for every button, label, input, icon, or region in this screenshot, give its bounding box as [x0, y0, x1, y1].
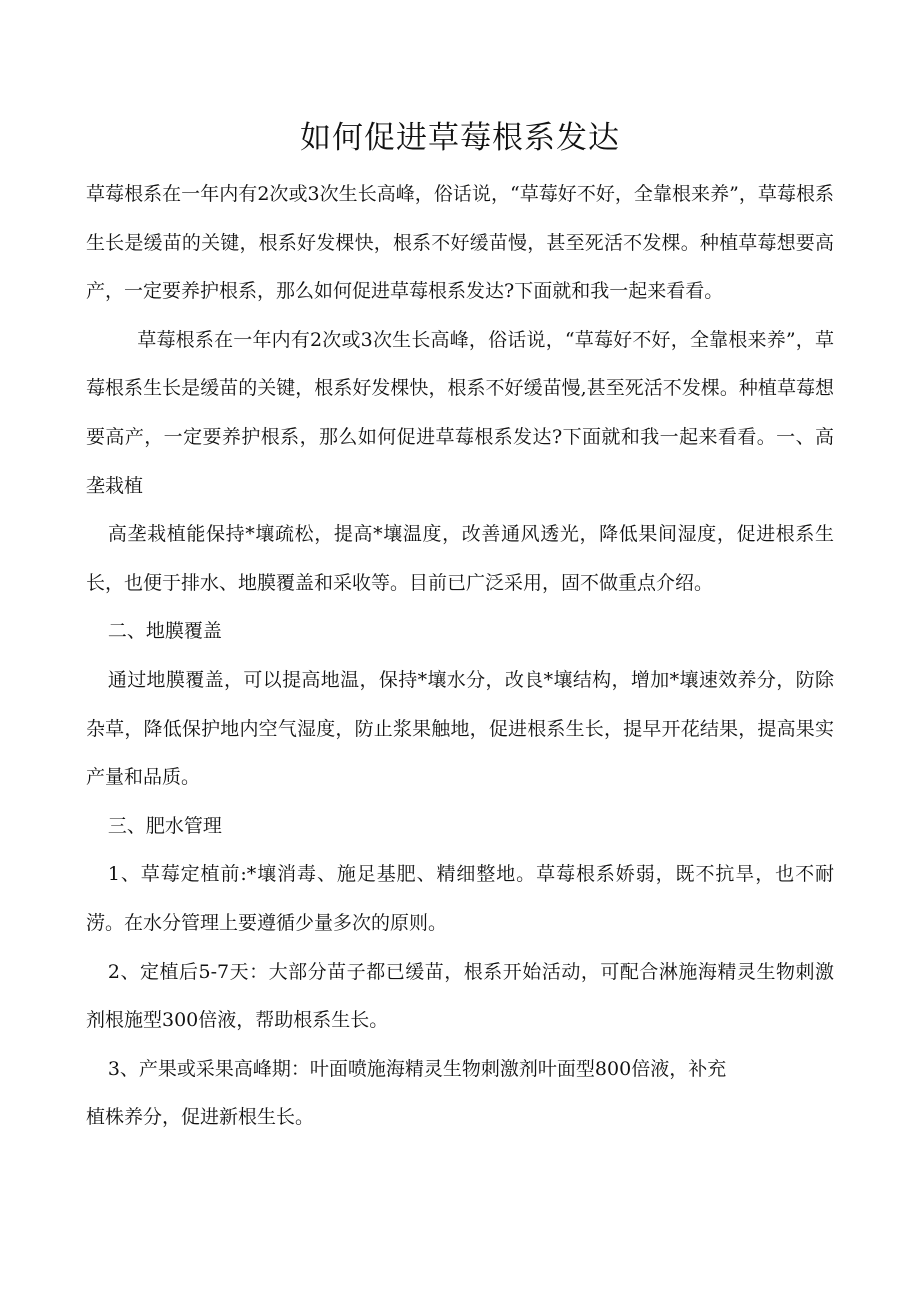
high-ridge-paragraph: 高垄栽植能保持*壤疏松，提高*壤温度，改善通风透光，降低果间湿度，促进根系生长，也便于排水、地膜覆盖和采收等。目前已广泛采用，固不做重点介绍。 [86, 523, 834, 594]
step-3-line-2: 植株养分，促进新根生长。 [86, 1106, 315, 1129]
step-3-line-1: 3、产果或采果高峰期：叶面喷施海精灵生物刺激剂叶面型800倍液，补充 [107, 1057, 727, 1080]
step-1-paragraph: 1、草莓定植前:*壤消毒、施足基肥、精细整地。草莓根系娇弱，既不抗旱，也不耐涝。在水分管理上要遵循少量多次的原则。 [86, 863, 834, 934]
section-heading-fertilizer-water: 三、肥水管理 [107, 814, 222, 837]
mulch-paragraph: 通过地膜覆盖，可以提高地温，保持*壤水分，改良*壤结构，增加*壤速效养分，防除杂草，降低保护地内空气湿度，防止浆果触地，促进根系生长，提早开花结果，提高果实产量和品质。 [86, 668, 834, 789]
step-2-paragraph: 2、定植后5-7天：大部分苗子都已缓苗，根系开始活动，可配合淋施海精灵生物刺激剂根施型300倍液，帮助根系生长。 [86, 960, 834, 1032]
section-heading-mulch: 二、地膜覆盖 [107, 620, 222, 643]
document-title: 如何促进草莓根系发达 [300, 120, 620, 156]
step-3-paragraph [86, 1045, 834, 1142]
repeated-intro-paragraph: 草莓根系在一年内有2次或3次生长高峰，俗话说，“草莓好不好，全靠根来养”，草莓根系生长是缓苗的关键，根系好发棵快，根系不好缓苗慢,甚至死活不发棵。种植草莓想要高产，一定要养护根系，那么如何促进草莓根系发达?下面就和我一起来看看。一、高垄栽植 [86, 328, 834, 497]
document-body [86, 170, 834, 1142]
intro-paragraph: 草莓根系在一年内有2次或3次生长高峰，俗话说，“草莓好不好，全靠根来养”，草莓根系生长是缓苗的关键，根系好发棵快，根系不好缓苗慢，甚至死活不发棵。种植草莓想要高产，一定要养护根系，那么如何促进草莓根系发达?下面就和我一起来看看。 [86, 183, 834, 303]
